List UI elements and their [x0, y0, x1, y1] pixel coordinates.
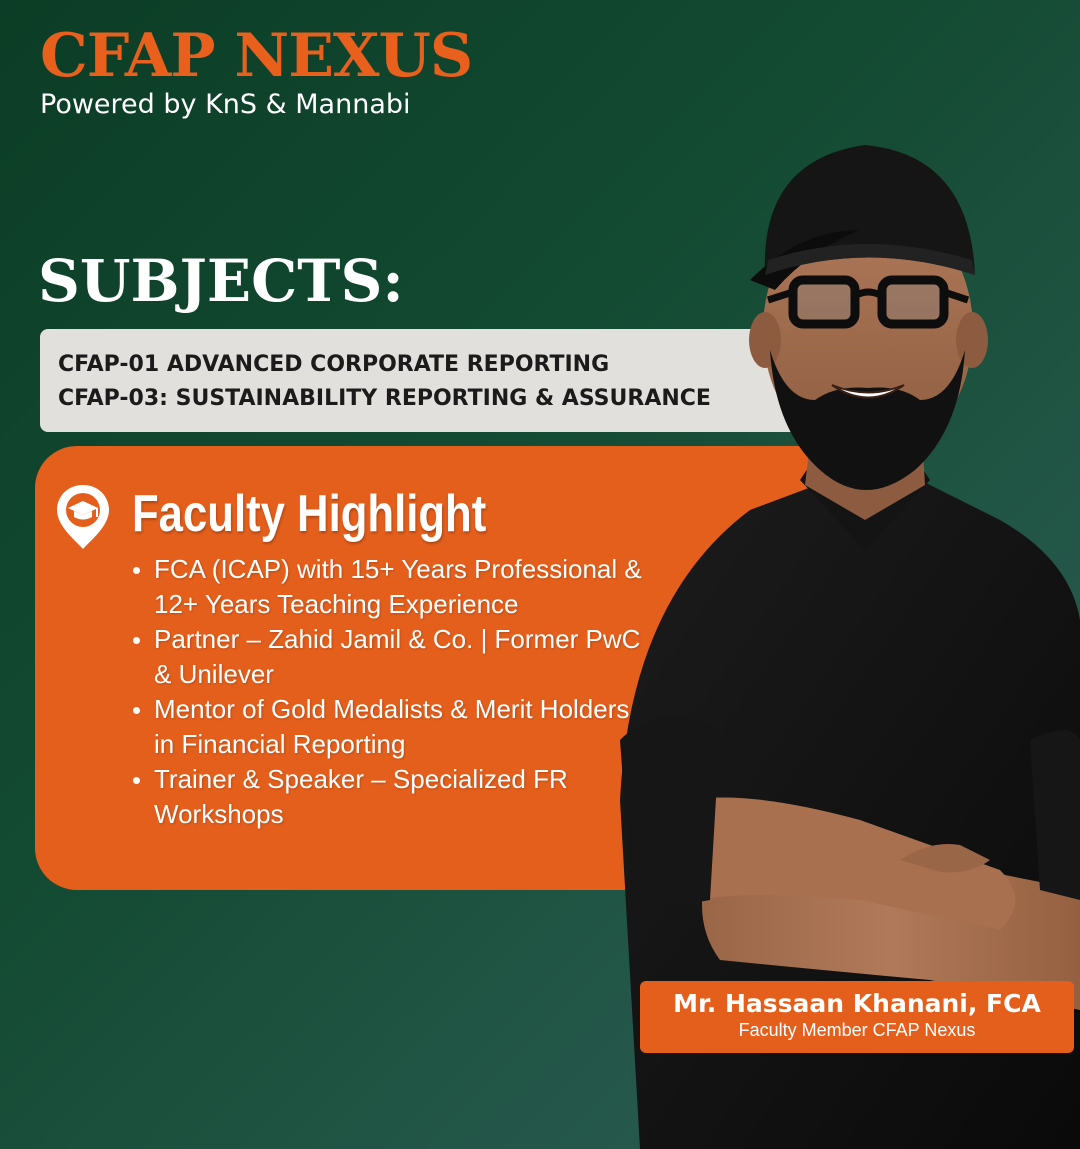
graduation-cap-pin-icon — [53, 482, 113, 552]
highlight-bullet: FCA (ICAP) with 15+ Years Professional & 12+ Years Teaching Experience — [131, 552, 651, 622]
faculty-name-badge — [640, 981, 1074, 1053]
right-ear — [956, 312, 988, 368]
highlight-bullet: Mentor of Gold Medalists & Merit Holders in Financial Reporting — [131, 692, 651, 762]
glasses-left-lens — [793, 280, 855, 324]
faculty-highlight-title: Faculty Highlight — [132, 485, 487, 543]
highlight-bullet-list — [131, 552, 651, 832]
highlight-bullet: Trainer & Speaker – Specialized FR Workshops — [131, 762, 651, 832]
brand-tagline: Powered by KnS & Mannabi — [40, 89, 411, 120]
left-ear — [749, 312, 781, 368]
faculty-name: Mr. Hassaan Khanani, FCA — [673, 989, 1041, 1018]
subject-item: CFAP-01 ADVANCED CORPORATE REPORTING — [58, 352, 610, 377]
highlight-bullet: Partner – Zahid Jamil & Co. | Former PwC & Unilever — [131, 622, 651, 692]
glasses-right-lens — [882, 280, 944, 324]
subjects-heading: SUBJECTS: — [38, 247, 404, 315]
faculty-role: Faculty Member CFAP Nexus — [738, 1020, 976, 1040]
glasses-bridge — [855, 292, 882, 296]
subject-item: CFAP-03: SUSTAINABILITY REPORTING & ASSURANCE — [58, 386, 711, 411]
brand-title: CFAP NEXUS — [40, 21, 473, 91]
